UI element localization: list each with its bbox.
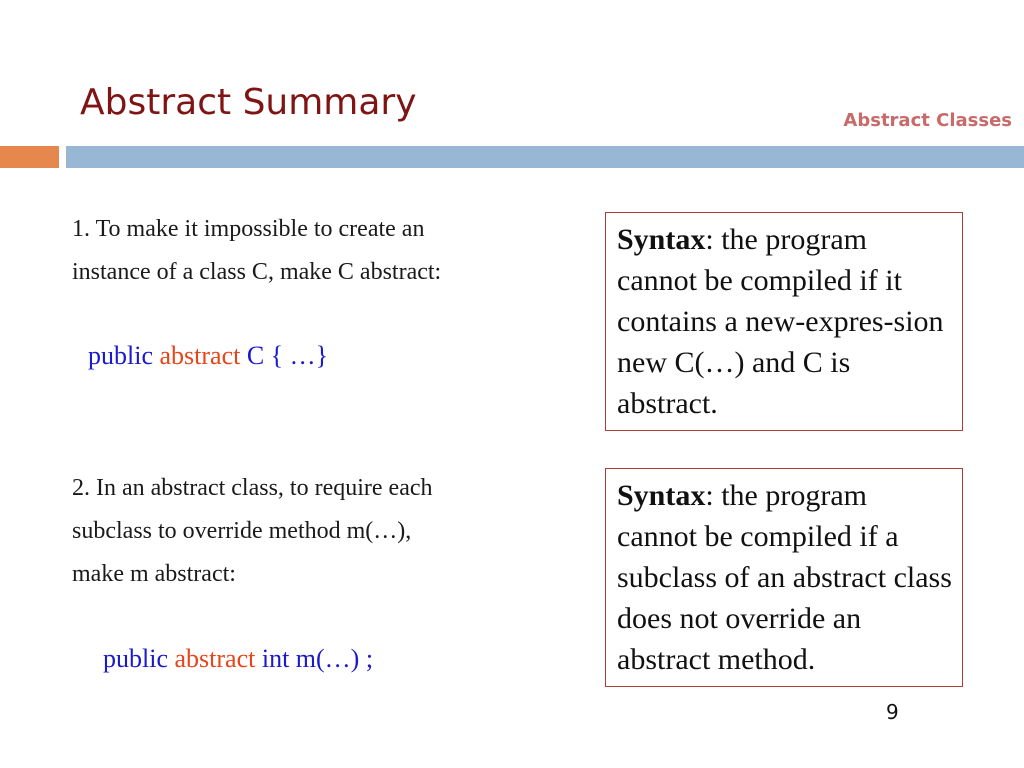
point-1-line-2: instance of a class C, make C abstract:: [72, 259, 442, 285]
code-keyword-abstract: abstract: [159, 341, 241, 370]
syntax-note-1-label: Syntax: [617, 223, 706, 256]
code-keyword-public: public: [103, 644, 168, 673]
point-1-line-1: 1. To make it impossible to create an: [72, 216, 425, 242]
point-1-text: [72, 208, 572, 294]
header-divider-bar: [66, 146, 1024, 168]
point-2-code: [103, 644, 373, 674]
syntax-note-1: [605, 212, 963, 431]
syntax-note-2: [605, 468, 963, 687]
point-2-line-3: make m abstract:: [72, 561, 236, 587]
point-2-line-2: subclass to override method m(…),: [72, 518, 412, 544]
syntax-note-2-label: Syntax: [617, 479, 706, 512]
slide-title: Abstract Summary: [80, 82, 417, 123]
point-2-line-1: 2. In an abstract class, to require each: [72, 475, 433, 501]
header-accent-bar: [0, 146, 59, 168]
point-1-code: [88, 341, 328, 371]
section-label: Abstract Classes: [843, 110, 1012, 131]
syntax-note-2-text: : the program cannot be compiled if a subclass of an abstract class does not override an abstract method.: [617, 479, 952, 676]
code-class-declaration: C { …}: [246, 341, 329, 370]
page-number: 9: [886, 700, 899, 724]
code-keyword-abstract: abstract: [174, 644, 256, 673]
code-method-declaration: int m(…) ;: [261, 644, 374, 673]
point-2-text: [72, 467, 572, 596]
syntax-note-1-text: : the program cannot be compiled if it contains a new-expres-sion new C(…) and C is abstract.: [617, 223, 944, 420]
code-keyword-public: public: [88, 341, 153, 370]
